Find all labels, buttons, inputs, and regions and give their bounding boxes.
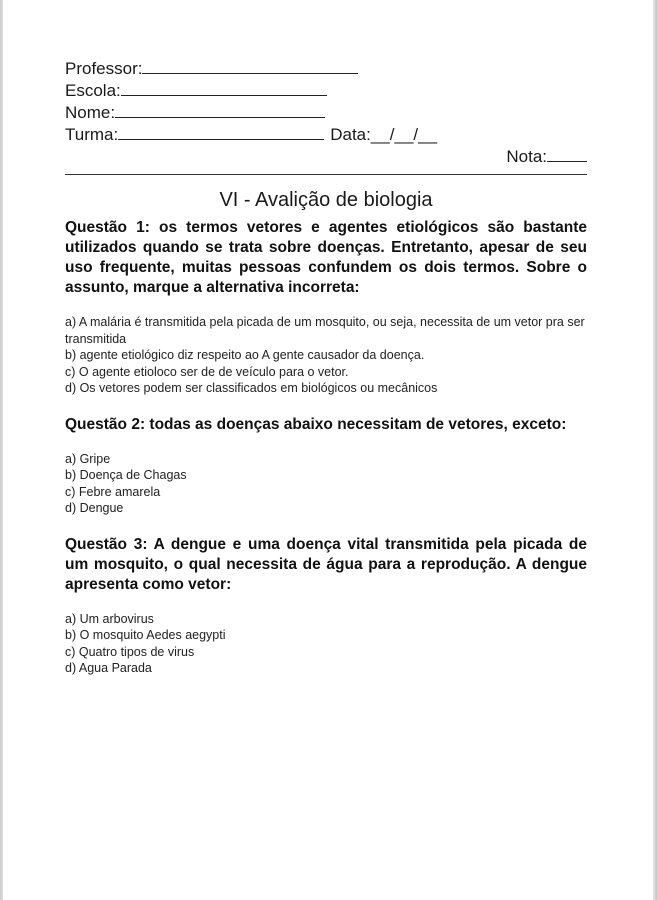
question-text: Questão 2: todas as doenças abaixo necessitam de vetores, exceto: xyxy=(65,415,567,433)
page-edge-right xyxy=(653,0,657,900)
option-c[interactable]: c) O agente etioloco ser de de veículo para o vetor. xyxy=(65,364,349,379)
nome-blank[interactable] xyxy=(115,103,325,118)
options-list xyxy=(65,314,587,397)
question-text: Questão 3: A dengue e uma doença vital transmitida pela picada de um mosquito, o qual necessita de água para a reprodução. A dengue apresenta como vetor: xyxy=(65,535,587,593)
option-c[interactable]: c) Febre amarela xyxy=(65,484,161,499)
option-d[interactable]: d) Dengue xyxy=(65,501,124,515)
nota-blank[interactable] xyxy=(547,147,587,162)
option-b[interactable]: b) Doença de Chagas xyxy=(65,468,187,482)
exam-title: VI - Avalição de biologia xyxy=(219,189,433,211)
nome-label: Nome: xyxy=(65,103,116,122)
option-a[interactable]: a) Um arbovirus xyxy=(65,611,154,626)
escola-label: Escola: xyxy=(65,81,121,100)
header-divider xyxy=(65,174,587,175)
option-d[interactable]: d) Agua Parada xyxy=(65,661,152,675)
escola-field xyxy=(65,80,587,102)
option-a[interactable]: a) A malária é transmitida pela picada de um mosquito, ou seja, necessita de um vetor pra ser transmitida xyxy=(65,315,585,346)
options-list xyxy=(65,451,587,517)
turma-blank[interactable] xyxy=(118,125,324,140)
option-d[interactable]: d) Os vetores podem ser classificados em biológicos ou mecânicos xyxy=(65,381,438,395)
option-b[interactable]: b) agente etiológico diz respeito ao A gente causador da doença. xyxy=(65,348,425,362)
nota-field xyxy=(65,146,587,168)
professor-label: Professor: xyxy=(65,59,143,78)
option-c[interactable]: c) Quatro tipos de virus xyxy=(65,644,195,659)
escola-blank[interactable] xyxy=(121,81,327,96)
nota-label: Nota: xyxy=(506,147,547,166)
turma-field xyxy=(65,124,587,146)
turma-label: Turma: xyxy=(65,125,119,144)
exam-sheet xyxy=(65,58,587,695)
data-label[interactable]: Data:__/__/__ xyxy=(330,125,438,144)
page-edge-left xyxy=(0,0,3,900)
professor-blank[interactable] xyxy=(142,59,358,74)
option-a[interactable]: a) Gripe xyxy=(65,451,111,466)
options-list xyxy=(65,611,587,677)
question-2 xyxy=(65,415,587,517)
question-1 xyxy=(65,218,587,397)
professor-field xyxy=(65,58,587,80)
option-b[interactable]: b) O mosquito Aedes aegypti xyxy=(65,628,226,642)
question-3 xyxy=(65,535,587,677)
nome-field xyxy=(65,102,587,124)
question-text: Questão 1: os termos vetores e agentes etiológicos são bastante utilizados quando se trata sobre doenças. Entretanto, apesar de seu uso frequente, muitas pessoas confundem os dois termos. Sobre o assunto, marque a alternativa incorreta: xyxy=(65,219,587,296)
